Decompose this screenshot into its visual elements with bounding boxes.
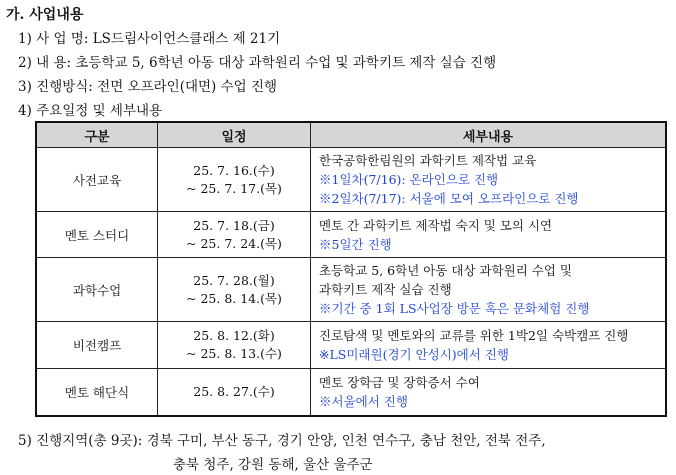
row-detail (311, 258, 667, 322)
table-row (36, 369, 666, 416)
date-start: 25. 7. 16.(수) (193, 162, 275, 178)
header-category: 구분 (36, 122, 158, 148)
header-date: 일정 (158, 122, 311, 148)
item-project-name: 1) 사 업 명: LS드림사이언스클래스 제 21기 (18, 31, 281, 47)
date-start: 25. 8. 12.(화) (193, 328, 275, 343)
detail-note: ※서울에서 진행 (319, 393, 408, 409)
row-detail (311, 148, 667, 212)
item-regions: 5) 진행지역(총 9곳): 경북 구미, 부산 동구, 경기 안양, 인천 연수구, 충남 천안, 전북 전주, (18, 433, 546, 449)
header-detail: 세부내용 (311, 122, 667, 148)
item-schedule-title: 4) 주요일정 및 세부내용 (18, 103, 163, 119)
detail-note: ※1일차(7/16): 온라인으로 진행 (319, 172, 499, 187)
row-category: 과학수업 (36, 258, 158, 322)
row-date (158, 258, 311, 322)
date-start: 25. 8. 27.(수) (193, 383, 275, 399)
detail-note: ※2일차(7/17): 서울에 모여 오프라인으로 진행 (319, 191, 579, 206)
date-start: 25. 7. 28.(월) (193, 272, 275, 288)
detail-note: ※5일간 진행 (319, 236, 392, 252)
item-method: 3) 진행방식: 전면 오프라인(대면) 수업 진행 (18, 79, 278, 95)
table-row (36, 258, 666, 322)
item-content: 2) 내 용: 초등학교 5, 6학년 아동 대상 과학원리 수업 및 과학키트 제작 실습 진행 (18, 55, 497, 71)
detail-text: 멘토 간 과학키트 제작법 숙지 및 모의 시연 (319, 217, 553, 233)
date-start: 25. 7. 18.(금) (193, 217, 275, 233)
detail-text: 진로탐색 및 멘토와의 교류를 위한 1박2일 숙박캠프 진행 (319, 328, 629, 343)
detail-text: 과학키트 제작 실습 진행 (319, 282, 452, 297)
table-row (36, 212, 666, 258)
row-detail (311, 212, 667, 258)
row-date (158, 212, 311, 258)
table-header-row (36, 122, 666, 148)
date-end: ~ 25. 7. 24.(목) (186, 235, 282, 251)
detail-text: 한국공학한림원의 과학키트 제작법 교육 (319, 153, 537, 168)
date-end: ~ 25. 7. 17.(목) (186, 180, 282, 196)
schedule-table (35, 121, 667, 417)
row-date (158, 148, 311, 212)
row-date (158, 369, 311, 416)
row-detail (311, 369, 667, 416)
date-end: ~ 25. 8. 14.(목) (186, 290, 282, 306)
table-row (36, 322, 666, 369)
row-detail (311, 322, 667, 369)
date-end: ~ 25. 8. 13.(수) (186, 346, 282, 361)
item-regions-continued: 충북 청주, 강원 동해, 울산 울주군 (173, 457, 373, 473)
detail-text: 초등학교 5, 6학년 아동 대상 과학원리 수업 및 (319, 263, 572, 278)
detail-note: ※기간 중 1회 LS사업장 방문 혹은 문화체험 진행 (319, 301, 590, 316)
row-category: 멘토 해단식 (36, 369, 158, 416)
detail-note: ※LS미래원(경기 안성시)에서 진행 (319, 347, 509, 362)
row-category: 비전캠프 (36, 322, 158, 369)
section-heading: 가. 사업내용 (6, 7, 84, 23)
row-date (158, 322, 311, 369)
row-category: 멘토 스터디 (36, 212, 158, 258)
table-row (36, 148, 666, 212)
detail-text: 멘토 장학금 및 장학증서 수여 (319, 374, 480, 390)
row-category: 사전교육 (36, 148, 158, 212)
